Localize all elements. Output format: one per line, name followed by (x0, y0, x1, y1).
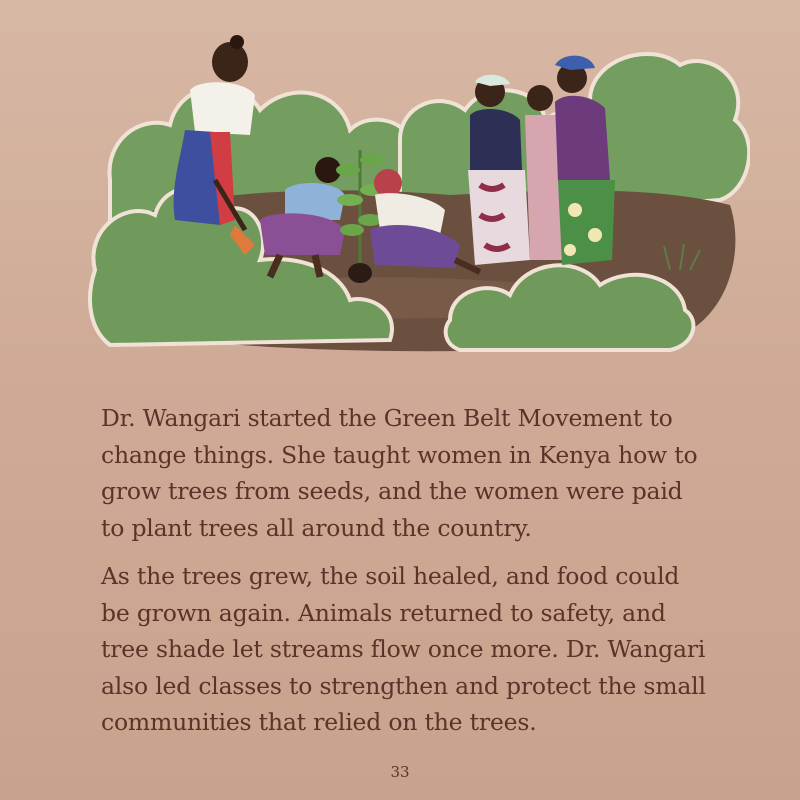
text-line: also led classes to strengthen and protect the small (101, 671, 706, 700)
story-text (101, 400, 721, 741)
page-number: 33 (390, 763, 410, 781)
text-line: As the trees grew, the soil healed, and food could (101, 562, 680, 590)
text-line: communities that relied on the trees. (101, 708, 537, 736)
text-line: to plant trees all around the country. (101, 513, 532, 542)
text-line: grow trees from seeds, and the women were paid (101, 477, 683, 505)
text-line: tree shade let streams flow once more. Dr. Wangari (101, 635, 706, 663)
text-line: be grown again. Animals returned to safety, and (101, 598, 666, 627)
paragraph-1 (101, 400, 721, 546)
tree-planting-illustration (70, 20, 750, 360)
text-line: change things. She taught women in Kenya how to (101, 440, 698, 469)
text-line: Dr. Wangari started the Green Belt Movement to (101, 404, 673, 432)
paragraph-2 (101, 558, 721, 741)
